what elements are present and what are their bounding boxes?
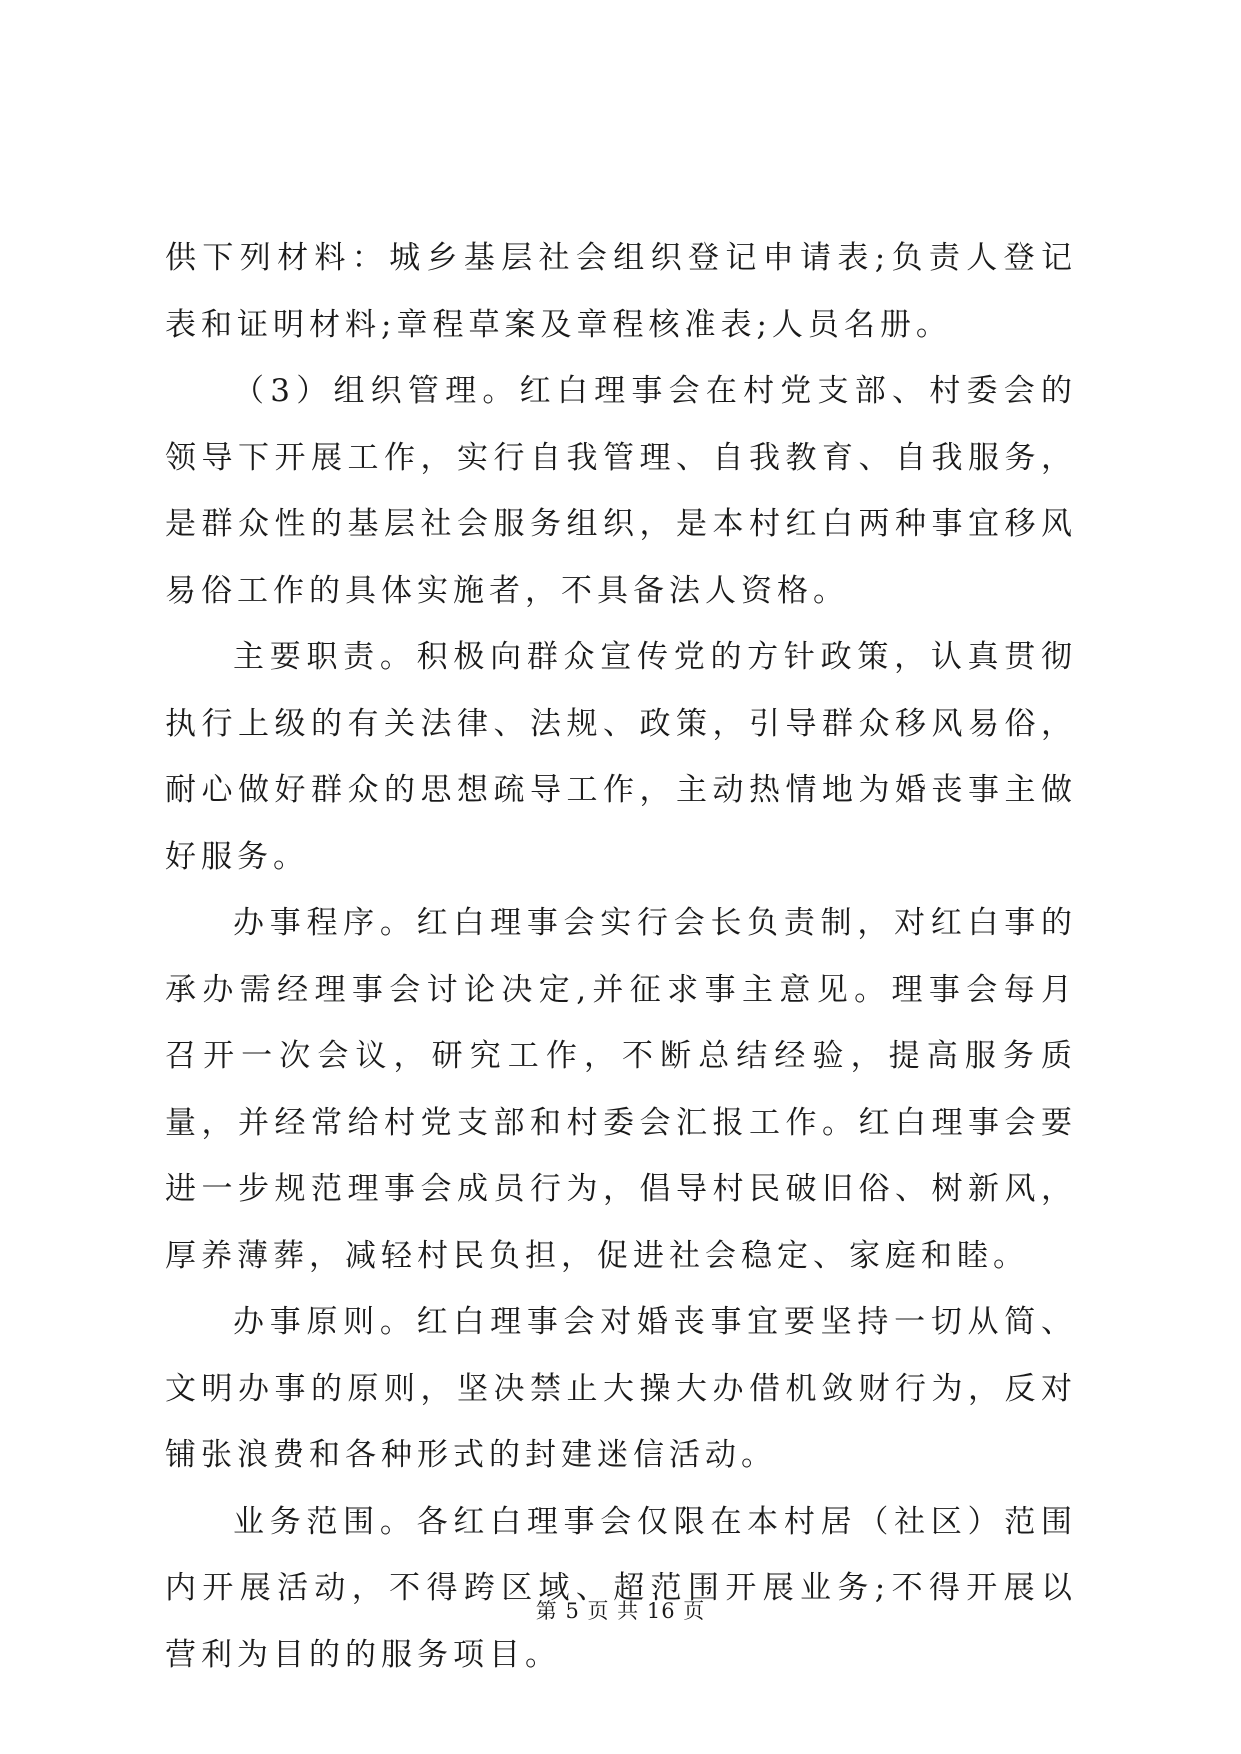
- paragraph-business-scope: 业务范围。各红白理事会仅限在本村居（社区）范围内开展活动，不得跨区域、超范围开展业务;不得开展以营利为目的的服务项目。: [165, 1503, 1077, 1673]
- paragraph-materials-continued: 供下列材料：城乡基层社会组织登记申请表;负责人登记表和证明材料;章程草案及章程核准表;人员名册。: [165, 240, 1077, 343]
- body-text: [165, 225, 1077, 1688]
- paragraph-main-duties: 主要职责。积极向群众宣传党的方针政策，认真贯彻执行上级的有关法律、法规、政策，引导群众移风易俗，耐心做好群众的思想疏导工作，主动热情地为婚丧事主做好服务。: [165, 639, 1077, 875]
- paragraph-principles: 办事原则。红白理事会对婚丧事宜要坚持一切从简、文明办事的原则，坚决禁止大操大办借机敛财行为，反对铺张浪费和各种形式的封建迷信活动。: [165, 1304, 1077, 1473]
- paragraph-procedures: 办事程序。红白理事会实行会长负责制，对红白事的承办需经理事会讨论决定,并征求事主意见。理事会每月召开一次会议，研究工作，不断总结经验，提高服务质量，并经常给村党支部和村委会汇报工作。红白理事会要进一步规范理事会成员行为，倡导村民破旧俗、树新风，厚养薄葬，减轻村民负担，促进社会稳定、家庭和睦。: [165, 905, 1077, 1274]
- page-number-footer: 第 5 页 共 16 页: [535, 1599, 706, 1623]
- paragraph-organization-management: （3）组织管理。红白理事会在村党支部、村委会的领导下开展工作，实行自我管理、自我教育、自我服务，是群众性的基层社会服务组织，是本村红白两种事宜移风易俗工作的具体实施者，不具备法人资格。: [165, 373, 1077, 609]
